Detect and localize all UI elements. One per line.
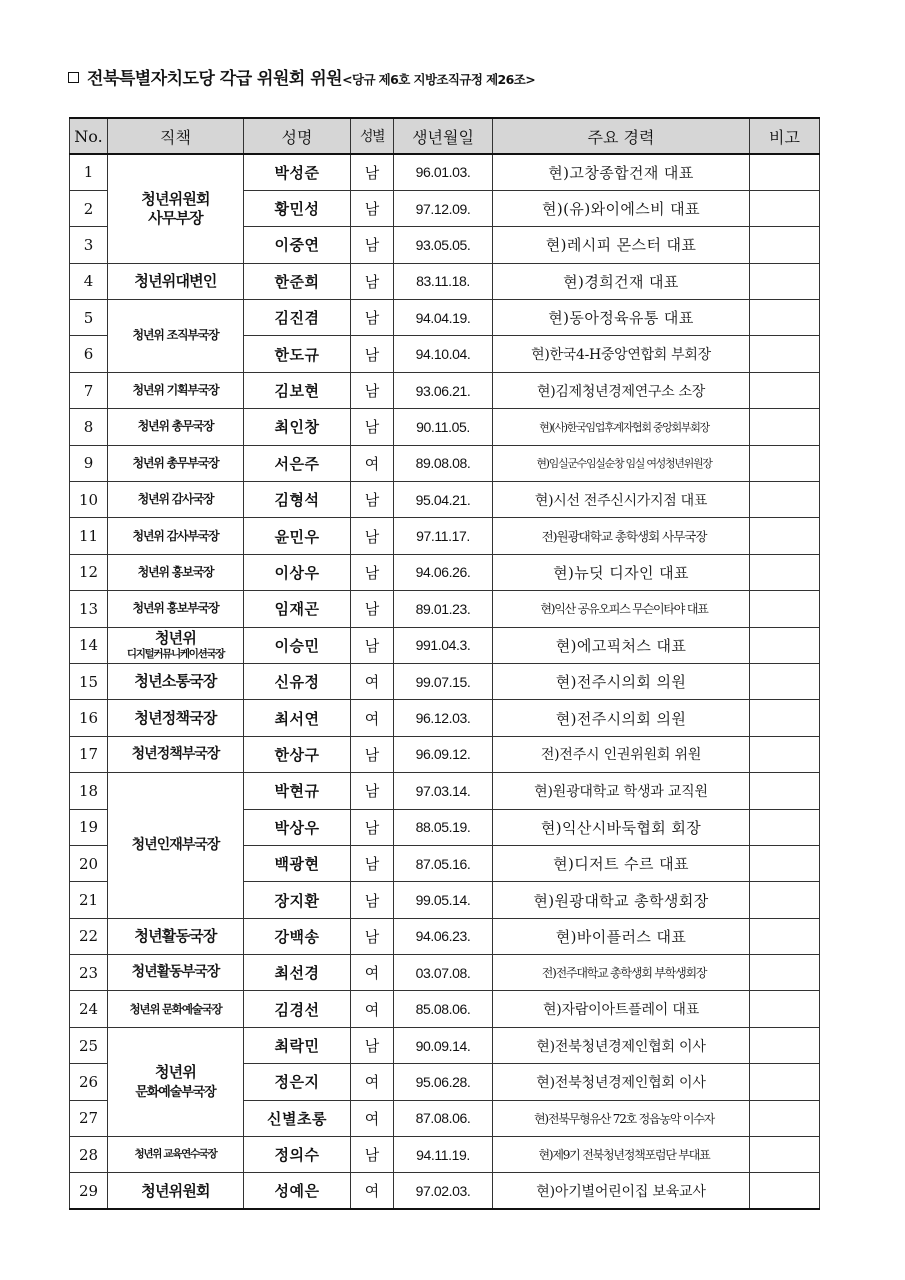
member-gender: 남: [351, 773, 394, 809]
title-regulation-ref: <당규 제6호 지방조직규정 제26조>: [342, 72, 536, 87]
member-note: [750, 773, 820, 809]
member-name: 성예은: [244, 1173, 351, 1209]
member-career: 현)전북청년경제인협회 이사: [493, 1064, 750, 1100]
table-row: [70, 1137, 820, 1173]
member-career: 현)익산 공유오피스 무슨이타야 대표: [493, 591, 750, 627]
member-name: 장지환: [244, 882, 351, 918]
member-birth: 94.06.26.: [394, 554, 493, 590]
table-row: [70, 991, 820, 1027]
member-name: 황민성: [244, 190, 351, 226]
member-career: 전)전주시 인권위원회 위원: [493, 736, 750, 772]
member-name: 정은지: [244, 1064, 351, 1100]
row-number: 17: [70, 736, 108, 772]
member-note: [750, 409, 820, 445]
member-birth: 96.01.03.: [394, 154, 493, 190]
col-header-no: No.: [70, 118, 108, 154]
member-name: 강백송: [244, 918, 351, 954]
member-note: [750, 955, 820, 991]
member-gender: 여: [351, 1173, 394, 1209]
member-birth: 93.05.05.: [394, 227, 493, 263]
row-number: 25: [70, 1027, 108, 1063]
member-birth: 88.05.19.: [394, 809, 493, 845]
member-career: 현)제9기 전북청년정책포럼단 부대표: [493, 1137, 750, 1173]
position-cell: 청년위 교육연수국장: [108, 1137, 244, 1173]
member-gender: 여: [351, 991, 394, 1027]
position-cell: 청년위 총무국장: [108, 409, 244, 445]
row-number: 18: [70, 773, 108, 809]
member-birth: 89.01.23.: [394, 591, 493, 627]
row-number: 14: [70, 627, 108, 663]
member-note: [750, 190, 820, 226]
member-gender: 남: [351, 1027, 394, 1063]
table-row: [70, 263, 820, 299]
member-birth: 90.11.05.: [394, 409, 493, 445]
position-cell: 청년위 총무부국장: [108, 445, 244, 481]
member-gender: 남: [351, 482, 394, 518]
member-note: [750, 554, 820, 590]
member-name: 정의수: [244, 1137, 351, 1173]
member-birth: 97.11.17.: [394, 518, 493, 554]
member-gender: 남: [351, 554, 394, 590]
table-row: [70, 627, 820, 663]
member-birth: 991.04.3.: [394, 627, 493, 663]
member-note: [750, 845, 820, 881]
position-cell: 청년활동국장: [108, 918, 244, 954]
position-cell: 청년위 디지털커뮤니케이션국장: [108, 627, 244, 663]
member-note: [750, 700, 820, 736]
member-birth: 94.10.04.: [394, 336, 493, 372]
row-number: 27: [70, 1100, 108, 1136]
table-row: [70, 445, 820, 481]
member-name: 김보현: [244, 372, 351, 408]
member-birth: 95.06.28.: [394, 1064, 493, 1100]
member-name: 한도규: [244, 336, 351, 372]
member-name: 최인창: [244, 409, 351, 445]
member-gender: 남: [351, 372, 394, 408]
member-note: [750, 736, 820, 772]
member-career: 현)레시피 몬스터 대표: [493, 227, 750, 263]
row-number: 7: [70, 372, 108, 408]
row-number: 15: [70, 663, 108, 699]
member-birth: 96.09.12.: [394, 736, 493, 772]
member-career: 현)고창종합건재 대표: [493, 154, 750, 190]
member-note: [750, 991, 820, 1027]
member-birth: 96.12.03.: [394, 700, 493, 736]
table-row: [70, 591, 820, 627]
member-career: 현)뉴딧 디자인 대표: [493, 554, 750, 590]
table-row: [70, 1027, 820, 1063]
position-cell: 청년위 감사부국장: [108, 518, 244, 554]
member-birth: 03.07.08.: [394, 955, 493, 991]
member-name: 서은주: [244, 445, 351, 481]
member-note: [750, 300, 820, 336]
member-name: 박현규: [244, 773, 351, 809]
member-gender: 여: [351, 700, 394, 736]
member-career: 현)김제청년경제연구소 소장: [493, 372, 750, 408]
member-gender: 여: [351, 663, 394, 699]
member-note: [750, 809, 820, 845]
member-name: 박성준: [244, 154, 351, 190]
member-note: [750, 227, 820, 263]
member-career: 현)원광대학교 학생과 교직원: [493, 773, 750, 809]
member-note: [750, 1064, 820, 1100]
member-career: 현)전주시의회 의원: [493, 663, 750, 699]
member-name: 최서연: [244, 700, 351, 736]
member-career: 현)디저트 수르 대표: [493, 845, 750, 881]
member-career: 현)경희건재 대표: [493, 263, 750, 299]
member-career: 현)전북무형유산 72호 정읍농악 이수자: [493, 1100, 750, 1136]
member-name: 백광현: [244, 845, 351, 881]
table-row: [70, 663, 820, 699]
member-birth: 87.08.06.: [394, 1100, 493, 1136]
position-cell: 청년정책국장: [108, 700, 244, 736]
table-row: [70, 300, 820, 336]
member-gender: 남: [351, 409, 394, 445]
member-birth: 85.08.06.: [394, 991, 493, 1027]
member-note: [750, 1173, 820, 1209]
row-number: 29: [70, 1173, 108, 1209]
member-note: [750, 518, 820, 554]
member-career: 전)원광대학교 총학생회 사무국장: [493, 518, 750, 554]
checkbox-square-icon: [68, 72, 79, 83]
member-career: 전)전주대학교 총학생회 부학생회장: [493, 955, 750, 991]
position-cell: 청년위원회 사무부장: [108, 154, 244, 263]
member-name: 신별초롱: [244, 1100, 351, 1136]
member-gender: 남: [351, 227, 394, 263]
member-career: 현)임실군수임실순창 임실 여성청년위원장: [493, 445, 750, 481]
row-number: 23: [70, 955, 108, 991]
member-birth: 97.03.14.: [394, 773, 493, 809]
member-name: 최선경: [244, 955, 351, 991]
member-note: [750, 263, 820, 299]
member-career: 현)원광대학교 총학생회장: [493, 882, 750, 918]
member-note: [750, 445, 820, 481]
table-row: [70, 955, 820, 991]
table-row: [70, 554, 820, 590]
member-birth: 97.02.03.: [394, 1173, 493, 1209]
table-row: [70, 773, 820, 809]
member-gender: 남: [351, 736, 394, 772]
member-career: 현)동아정육유통 대표: [493, 300, 750, 336]
position-cell: 청년위 조직부국장: [108, 300, 244, 373]
member-name: 신유정: [244, 663, 351, 699]
col-header-career: 주요 경력: [493, 118, 750, 154]
member-name: 이상우: [244, 554, 351, 590]
member-name: 김진겸: [244, 300, 351, 336]
col-header-name: 성명: [244, 118, 351, 154]
member-note: [750, 1100, 820, 1136]
member-birth: 99.05.14.: [394, 882, 493, 918]
member-note: [750, 591, 820, 627]
member-birth: 87.05.16.: [394, 845, 493, 881]
member-career: 현)바이플러스 대표: [493, 918, 750, 954]
position-cell: 청년위 기획부국장: [108, 372, 244, 408]
row-number: 12: [70, 554, 108, 590]
row-number: 2: [70, 190, 108, 226]
row-number: 26: [70, 1064, 108, 1100]
col-header-birth: 생년월일: [394, 118, 493, 154]
member-note: [750, 336, 820, 372]
position-cell: 청년위 문화예술부국장: [108, 1027, 244, 1136]
member-birth: 94.04.19.: [394, 300, 493, 336]
member-gender: 남: [351, 190, 394, 226]
member-birth: 89.08.08.: [394, 445, 493, 481]
member-note: [750, 918, 820, 954]
committee-roster-table: [69, 117, 820, 1210]
row-number: 24: [70, 991, 108, 1027]
member-birth: 94.06.23.: [394, 918, 493, 954]
col-header-gender: 성별: [351, 118, 394, 154]
row-number: 21: [70, 882, 108, 918]
member-name: 박상우: [244, 809, 351, 845]
member-name: 이중연: [244, 227, 351, 263]
member-name: 한상구: [244, 736, 351, 772]
member-career: 현)아기별어린이집 보육교사: [493, 1173, 750, 1209]
member-birth: 90.09.14.: [394, 1027, 493, 1063]
row-number: 13: [70, 591, 108, 627]
member-birth: 94.11.19.: [394, 1137, 493, 1173]
member-gender: 여: [351, 1064, 394, 1100]
member-birth: 99.07.15.: [394, 663, 493, 699]
member-name: 임재곤: [244, 591, 351, 627]
member-gender: 여: [351, 445, 394, 481]
member-career: 현)전북청년경제인협회 이사: [493, 1027, 750, 1063]
member-note: [750, 1027, 820, 1063]
member-birth: 93.06.21.: [394, 372, 493, 408]
member-gender: 남: [351, 1137, 394, 1173]
member-gender: 남: [351, 845, 394, 881]
col-header-note: 비고: [750, 118, 820, 154]
row-number: 28: [70, 1137, 108, 1173]
row-number: 3: [70, 227, 108, 263]
member-name: 이승민: [244, 627, 351, 663]
member-career: 현)익산시바둑협회 회장: [493, 809, 750, 845]
position-cell: 청년위 홍보부국장: [108, 591, 244, 627]
member-note: [750, 372, 820, 408]
member-name: 윤민우: [244, 518, 351, 554]
member-career: 현)한국4-H중앙연합회 부회장: [493, 336, 750, 372]
row-number: 4: [70, 263, 108, 299]
row-number: 20: [70, 845, 108, 881]
member-name: 한준희: [244, 263, 351, 299]
member-gender: 여: [351, 955, 394, 991]
member-gender: 남: [351, 627, 394, 663]
member-note: [750, 1137, 820, 1173]
member-career: 현)전주시의회 의원: [493, 700, 750, 736]
member-gender: 남: [351, 263, 394, 299]
member-career: 현)에고픽처스 대표: [493, 627, 750, 663]
position-cell: 청년활동부국장: [108, 955, 244, 991]
row-number: 11: [70, 518, 108, 554]
member-career: 현)자람이아트플레이 대표: [493, 991, 750, 1027]
row-number: 16: [70, 700, 108, 736]
member-gender: 남: [351, 591, 394, 627]
table-row: [70, 372, 820, 408]
member-birth: 95.04.21.: [394, 482, 493, 518]
member-career: 현)(유)와이에스비 대표: [493, 190, 750, 226]
member-gender: 남: [351, 154, 394, 190]
member-career: 현)(사)한국임업후계자협회 중앙회부회장: [493, 409, 750, 445]
position-cell: 청년위 홍보국장: [108, 554, 244, 590]
row-number: 1: [70, 154, 108, 190]
member-note: [750, 882, 820, 918]
member-gender: 남: [351, 882, 394, 918]
member-name: 김경선: [244, 991, 351, 1027]
table-row: [70, 918, 820, 954]
row-number: 10: [70, 482, 108, 518]
member-gender: 남: [351, 300, 394, 336]
member-name: 최락민: [244, 1027, 351, 1063]
member-note: [750, 482, 820, 518]
position-cell: 청년정책부국장: [108, 736, 244, 772]
table-row: [70, 700, 820, 736]
member-note: [750, 154, 820, 190]
row-number: 19: [70, 809, 108, 845]
table-row: [70, 518, 820, 554]
member-birth: 97.12.09.: [394, 190, 493, 226]
member-note: [750, 627, 820, 663]
table-header-row: [70, 118, 820, 154]
member-birth: 83.11.18.: [394, 263, 493, 299]
table-row: [70, 736, 820, 772]
position-cell: 청년위대변인: [108, 263, 244, 299]
member-gender: 남: [351, 518, 394, 554]
row-number: 5: [70, 300, 108, 336]
row-number: 8: [70, 409, 108, 445]
position-cell: 청년위 문화예술국장: [108, 991, 244, 1027]
position-cell: 청년인재부국장: [108, 773, 244, 919]
position-cell: 청년위원회: [108, 1173, 244, 1209]
member-gender: 남: [351, 336, 394, 372]
position-cell: 청년소통국장: [108, 663, 244, 699]
member-gender: 여: [351, 1100, 394, 1136]
table-row: [70, 482, 820, 518]
document-title: [68, 64, 535, 89]
row-number: 22: [70, 918, 108, 954]
member-name: 김형석: [244, 482, 351, 518]
row-number: 9: [70, 445, 108, 481]
member-note: [750, 663, 820, 699]
row-number: 6: [70, 336, 108, 372]
member-career: 현)시선 전주신시가지점 대표: [493, 482, 750, 518]
member-gender: 남: [351, 918, 394, 954]
title-text: 전북특별자치도당 각급 위원회 위원: [87, 69, 343, 89]
col-header-position: 직책: [108, 118, 244, 154]
table-row: [70, 1173, 820, 1209]
table-row: [70, 154, 820, 190]
member-gender: 남: [351, 809, 394, 845]
table-row: [70, 409, 820, 445]
position-cell: 청년위 감사국장: [108, 482, 244, 518]
